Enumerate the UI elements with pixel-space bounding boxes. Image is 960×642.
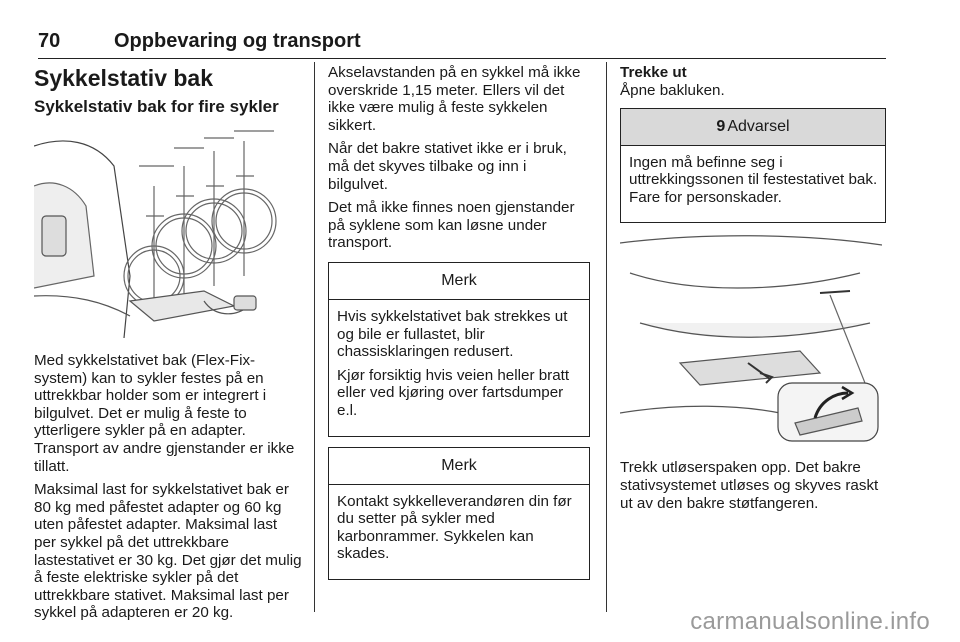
note-title: Merk [329,448,589,485]
paragraph: Når det bakre stativet ikke er i bruk, må det skyves tilbake og inn i bilgulvet. [328,140,567,193]
running-title: Oppbevaring og transport [114,30,361,52]
release-lever-illustration [620,233,882,445]
paragraph: Akselavstanden på en sykkel må ikke overskride 1,15 meter. Ellers vil det ikke være mulig å feste sykkelen sikkert. [328,64,581,134]
section-title: Sykkelstativ bak [34,65,214,91]
column-divider [314,62,315,612]
right-column [620,64,886,518]
paragraph: Maksimal last for sykkelstativet bak er 80 kg med påfestet adapter og 60 kg uten påfestet adapter. Maksimal last per sykkel på det uttrekkbare lastestativet er 30 kg. Det gjør det mulig å feste elektriske sykler på det uttrekkbare stativet. Maksimal last per sykkel på adapteren er 20 kg. [34,481,302,622]
watermark: carmanualsonline.info [690,608,930,635]
caption: Trekk utløserspaken opp. Det bakre stativsystemet utløses og skyves raskt ut av den bakre støtfangeren. [620,459,879,512]
warning-box [620,108,886,224]
procedure-heading: Trekke ut [620,64,687,81]
page-header [38,30,886,59]
left-column [34,64,302,628]
column-divider [606,62,607,612]
paragraph: Med sykkelstativet bak (Flex-Fix-system) kan to sykler festes på en uttrekkbar holder som er integrert i bilgulvet. Det er mulig å feste to ytterligere sykler på en adapter. Transport av andre gjenstander er ikke tillatt. [34,352,295,475]
warning-title: Advarsel [727,117,790,135]
note-box [328,447,590,580]
note-text: Hvis sykkelstativet bak strekkes ut og bile er fullastet, blir chassisklaringen redusert. [337,307,568,361]
paragraph: Åpne bakluken. [620,82,725,99]
note-title: Merk [329,263,589,300]
bike-rack-illustration [34,126,300,338]
warning-header [621,109,885,146]
warning-text: Ingen må befinne seg i uttrekkingssonen til festestativet bak. Fare for personskader. [629,153,878,206]
warning-icon: 9 [716,117,726,135]
note-text: Kontakt sykkelleverandøren din før du setter på sykler med karbonrammer. Sykkelen kan skades. [337,492,572,563]
paragraph: Det må ikke finnes noen gjenstander på syklene som kan løsne under transport. [328,199,575,252]
middle-column [328,64,590,580]
page-number: 70 [38,30,61,52]
note-box [328,262,590,437]
subsection-title: Sykkelstativ bak for fire sykler [34,97,279,116]
note-text: Kjør forsiktig hvis veien heller bratt eller ved kjøring over fartsdumper e.l. [337,366,570,419]
